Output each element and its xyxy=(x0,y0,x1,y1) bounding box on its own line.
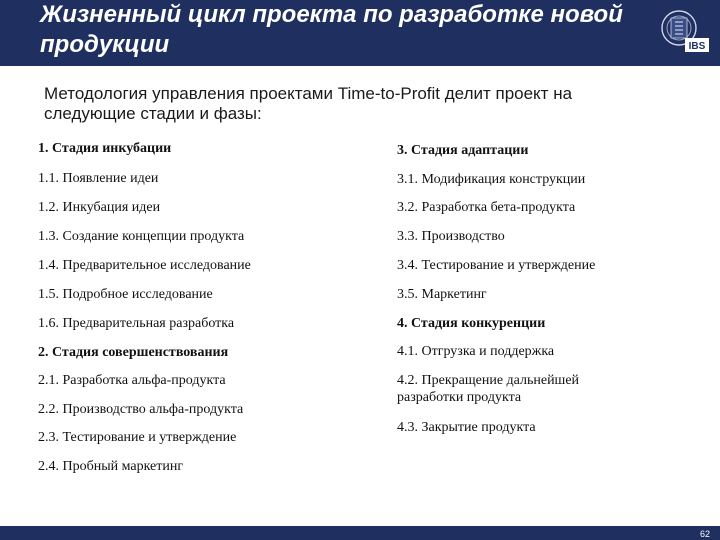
phase-item: 1.1. Появление идеи xyxy=(38,171,159,186)
phase-item: 1.2. Инкубация идеи xyxy=(38,200,161,215)
phase-item: 3.3. Производство xyxy=(397,229,505,244)
phase-item: 3.1. Модификация конструкции xyxy=(397,172,586,187)
stage-heading: 3. Стадия адаптации xyxy=(397,143,529,158)
phase-item: 1.4. Предварительное исследование xyxy=(38,258,251,273)
phase-item: 1.3. Создание концепции продукта xyxy=(38,229,245,244)
phase-item: 4.2. Прекращение дальнейшей разработки продукта xyxy=(397,373,580,405)
footer-bar xyxy=(0,526,720,540)
phase-item: 3.4. Тестирование и утверждение xyxy=(397,258,596,273)
stage-heading: 4. Стадия конкуренции xyxy=(397,316,546,331)
phase-item: 3.5. Маркетинг xyxy=(397,287,487,302)
phase-item: 4.1. Отгрузка и поддержка xyxy=(397,344,555,359)
slide-title: Жизненный цикл проекта по разработке новой продукции xyxy=(40,1,623,58)
phase-item: 2.4. Пробный маркетинг xyxy=(38,459,184,474)
phase-item: 1.5. Подробное исследование xyxy=(38,287,213,302)
page-number: 62 xyxy=(699,529,710,539)
phase-item: 2.1. Разработка альфа-продукта xyxy=(38,373,226,388)
phase-item: 1.6. Предварительная разработка xyxy=(38,316,235,331)
stage-heading: 2. Стадия совершенствования xyxy=(38,345,229,360)
phase-item: 4.3. Закрытие продукта xyxy=(397,420,536,435)
stage-heading: 1. Стадия инкубации xyxy=(38,141,172,156)
title-bar xyxy=(0,0,720,66)
logo-text: IBS xyxy=(688,41,706,52)
intro-text: Методология управления проектами Time-to-Profit делит проект на следующие стадии и фазы: xyxy=(44,84,573,123)
phase-item: 2.2. Производство альфа-продукта xyxy=(38,402,244,417)
phase-item: 3.2. Разработка бета-продукта xyxy=(397,200,576,215)
phase-item: 2.3. Тестирование и утверждение xyxy=(38,430,237,445)
ibs-logo-icon xyxy=(657,4,711,58)
